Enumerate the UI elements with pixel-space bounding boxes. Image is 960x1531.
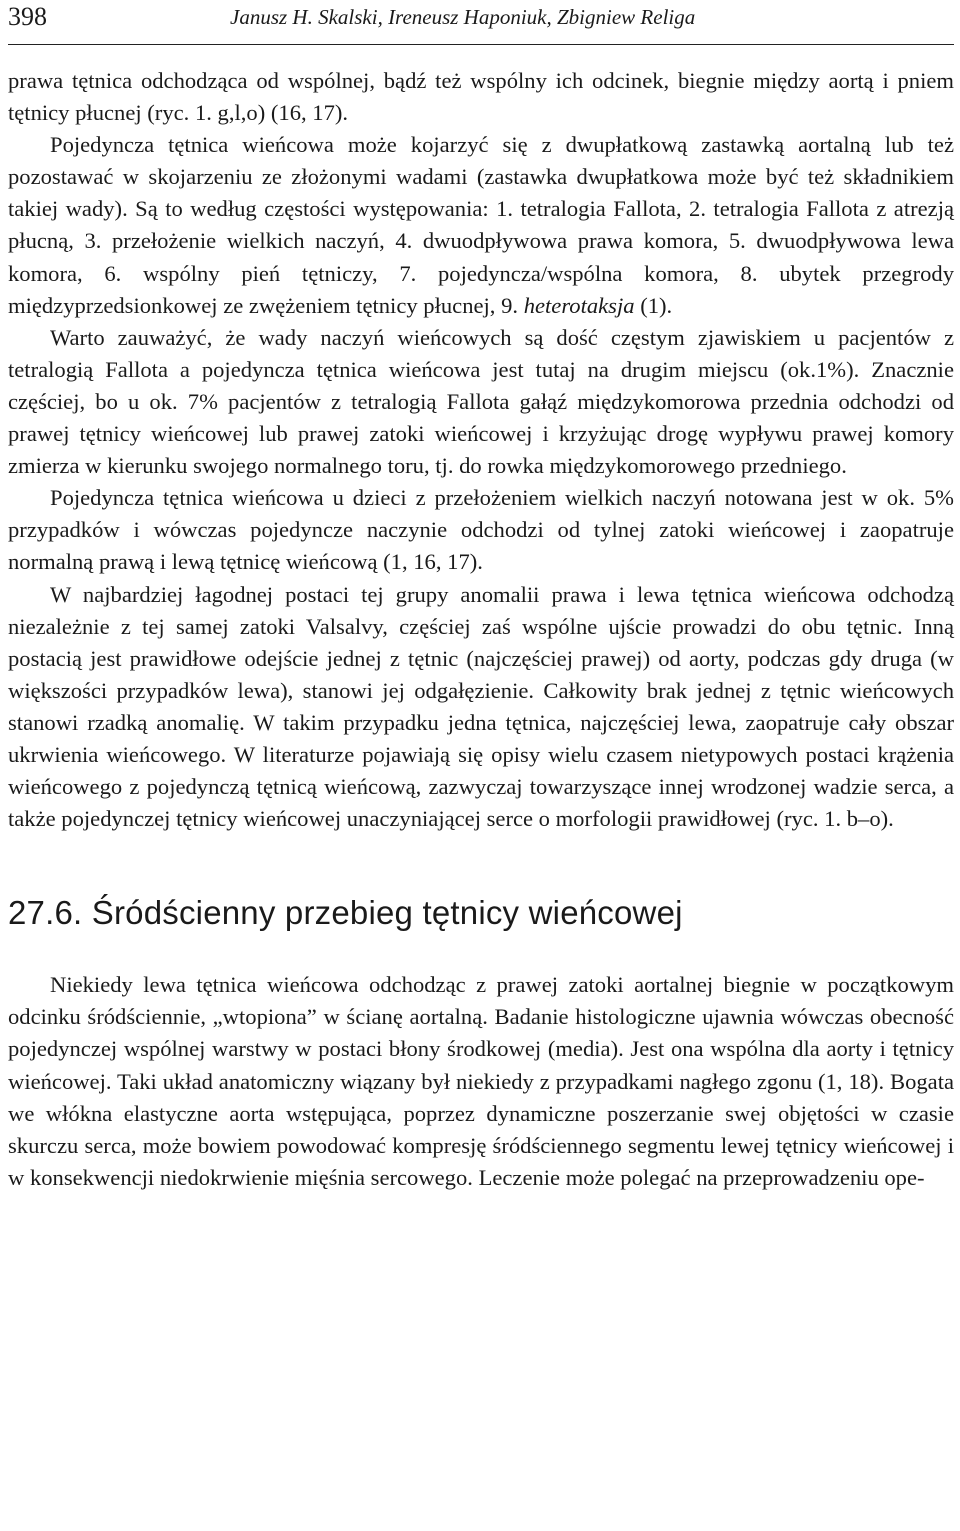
running-header xyxy=(8,0,954,45)
paragraph-transposition: Pojedyncza tętnica wieńcowa u dzieci z przełożeniem wielkich naczyń notowana jest w ok. 5% przypadków i wówczas pojedyncze naczynie odchodzi od tylnej zatoki wieńcowej i zaopatruje normalną prawą i lewą tętnicę wieńcową (1, 16, 17). xyxy=(8,485,954,575)
section-heading: 27.6. Śródścienny przebieg tętnicy wieńcowej xyxy=(8,894,683,932)
body-text xyxy=(8,65,954,835)
paragraph-text: (1). xyxy=(634,292,673,318)
paragraph-text: Pojedyncza tętnica wieńcowa może kojarzyć się z dwupłatkową zastawką aortalną lub też pozostawać w skojarzeniu ze złożonymi wadami (zastawka dwupłatkowa może być też składnikiem takiej wady). Są to według częstości występowania: 1. tetralogia Fallota, 2. tetralogia Fallota z atrezją płucną, 3. przełożenie wielkich naczyń, 4. dwuodpływowa prawa komora, 5. dwuodpływowa lewa komora, 6. wspólny pień tętniczy, 7. pojedyncza/wspólna komora, 8. ubytek przegrody międzyprzedsionkowej ze zwężeniem tętnicy płucnej, 9. xyxy=(8,132,954,318)
page-number: 398 xyxy=(8,2,47,31)
paragraph-mild-form: W najbardziej łagodnej postaci tej grupy anomalii prawa i lewa tętnica wieńcowa odchodzą niezależnie z tej samej zatoki Valsalvy, częściej zaś wspólne ujście prowadzi do obu tętnic. Inną postacią jest prawidłowe odejście jednej z tętnic (najczęściej prawej) od aorty, podczas gdy druga (w większości przypadków lewa), stanowi jej odgałęzienie. Całkowity brak jednej z tętnic wieńcowych stanowi rzadką anomalię. W takim przypadku jedna tętnica, najczęściej lewa, zaopatruje cały obszar ukrwienia wieńcowego. W literaturze pojawiają się opisy wielu czasem nietypowych postaci krążenia wieńcowego z pojedynczą tętnicą wieńcową, zazwyczaj towarzyszące innej wrodzonej wadzie serca, a także pojedynczej tętnicy wieńcowej unaczyniającej serce o morfologii prawidłowej (ryc. 1. b–o). xyxy=(8,581,954,832)
italic-term: heterotaksja xyxy=(523,292,635,318)
running-header-authors: Janusz H. Skalski, Ireneusz Haponiuk, Zbigniew Religa xyxy=(230,5,696,29)
document-page xyxy=(8,0,954,1194)
section-body xyxy=(8,969,954,1194)
paragraph-single-coronary-associations xyxy=(8,129,954,322)
paragraph-tetralogy: Warto zauważyć, że wady naczyń wieńcowych są dość częstym zjawiskiem u pacjentów z tetralogią Fallota a pojedyncza tętnica wieńcowa jest tutaj na drugim miejscu (ok.1%). Znacznie częściej, bo u ok. 7% pacjentów z tetralogią Fallota gałąź międzykomorowa przednia odchodzi od prawej tętnicy wieńcowej lub prawej zatoki wieńcowej i krzyżując drogę wypływu prawej komory zmierza w kierunku swojego normalnego toru, tj. do rowka międzykomorowego przedniego. xyxy=(8,324,954,479)
paragraph-continued: prawa tętnica odchodząca od wspólnej, bądź też wspólny ich odcinek, biegnie między aortą i pniem tętnicy płucnej (ryc. 1. g,l,o) (16, 17). xyxy=(8,68,954,126)
paragraph-intramural-course: Niekiedy lewa tętnica wieńcowa odchodząc z prawej zatoki aortalnej biegnie w początkowym odcinku śródściennie, „wtopiona” w ścianę aortalną. Badanie histologiczne ujawnia wówczas obecność pojedynczej wspólnej warstwy w postaci błony środkowej (media). Jest ona wspólna dla aorty i tętnicy wieńcowej. Taki układ anatomiczny wiązany był niekiedy z przypadkami nagłego zgonu (1, 18). Bogata we włókna elastyczne aorta wstępująca, poprzez dynamiczne poszerzanie swej objętości w czasie skurczu serca, może bowiem powodować kompresję śródściennego segmentu lewej tętnicy wieńcowej i w konsekwencji niedokrwienie mięśnia sercowego. Leczenie może polegać na przeprowadzeniu ope- xyxy=(8,972,954,1190)
